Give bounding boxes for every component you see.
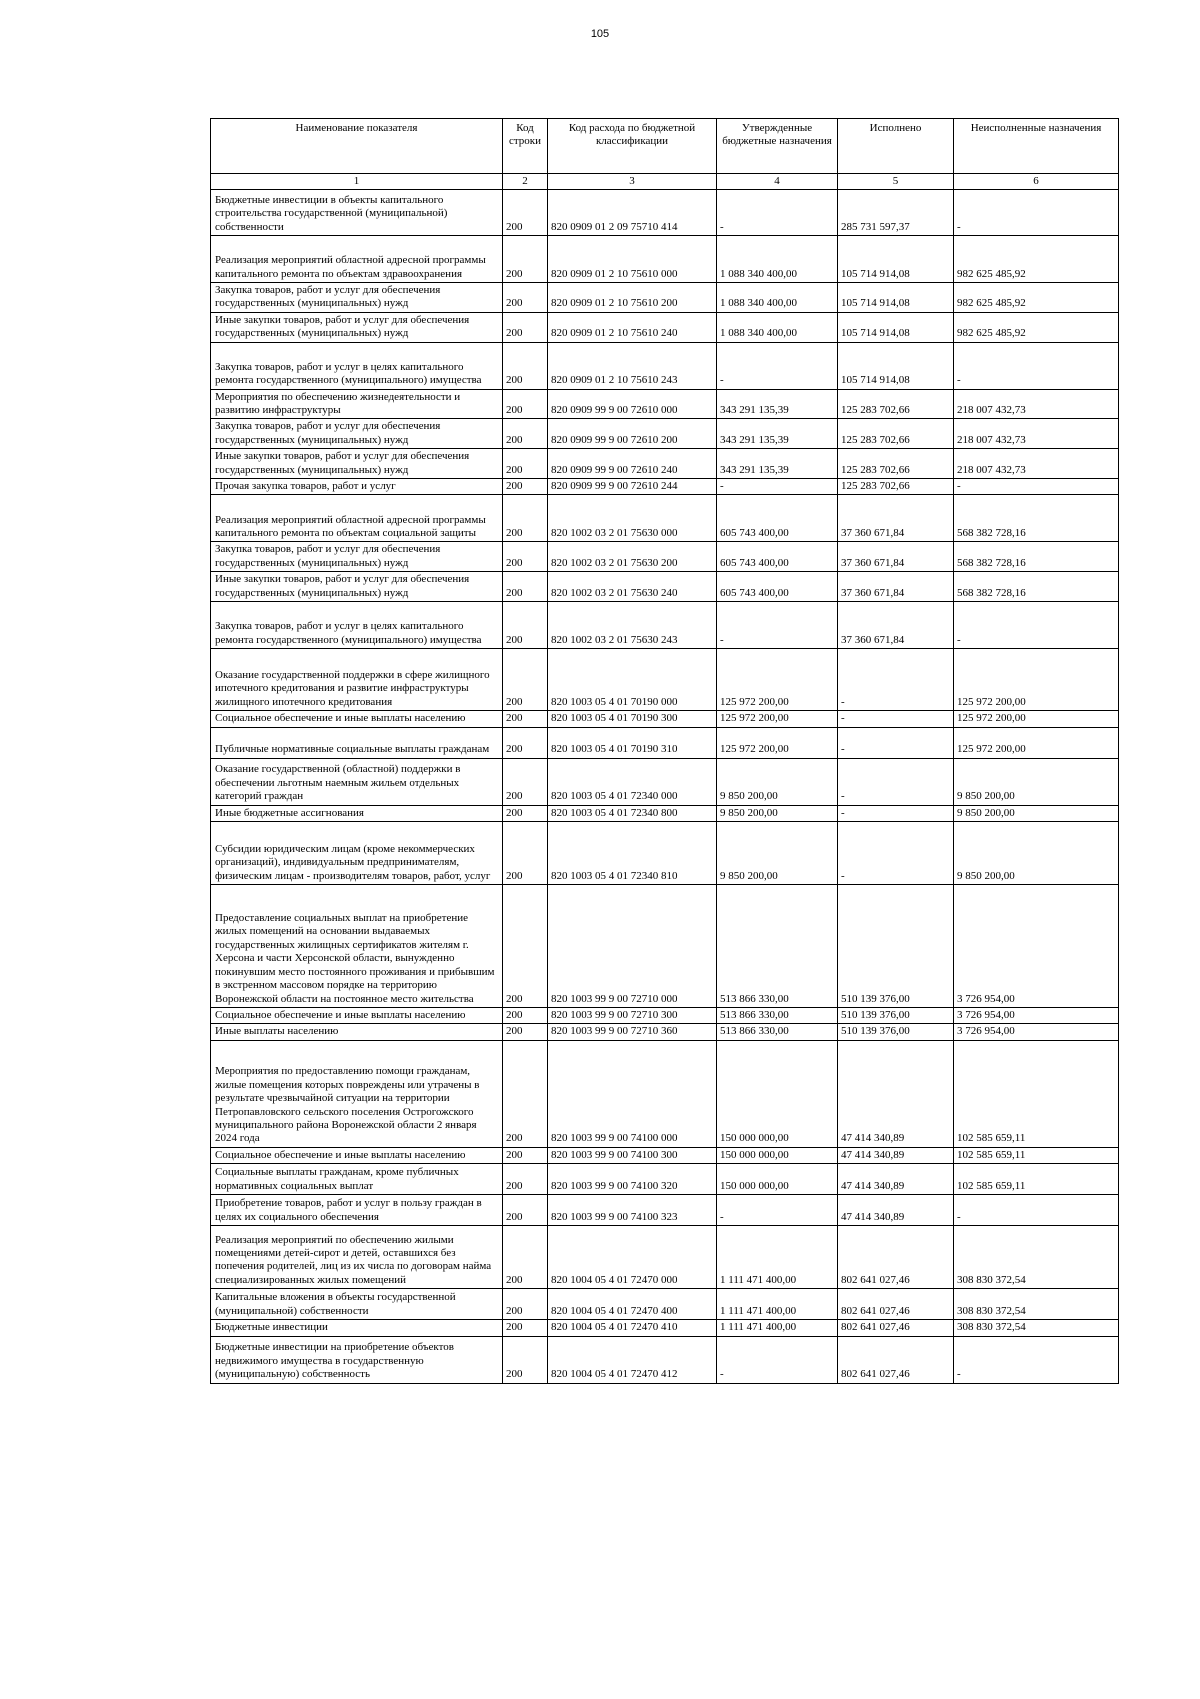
approved-amount-cell: 513 866 330,00 — [717, 1024, 838, 1040]
table-row — [211, 572, 1119, 602]
indicator-name-cell: Бюджетные инвестиции на приобретение объектов недвижимого имущества в государственную (муниципальную) собственность — [211, 1336, 503, 1383]
unexecuted-amount-cell: 102 585 659,11 — [954, 1164, 1119, 1195]
header-line-code: Код строки — [503, 119, 548, 174]
executed-amount-cell: 105 714 914,08 — [838, 236, 954, 283]
executed-amount-cell: 125 283 702,66 — [838, 389, 954, 419]
column-number: 2 — [503, 174, 548, 190]
expense-code-cell: 820 0909 01 2 09 75710 414 — [548, 190, 717, 236]
executed-amount-cell: - — [838, 649, 954, 711]
column-number: 6 — [954, 174, 1119, 190]
expense-code-cell: 820 1003 05 4 01 72340 810 — [548, 821, 717, 884]
unexecuted-amount-cell: 9 850 200,00 — [954, 821, 1119, 884]
approved-amount-cell: 1 088 340 400,00 — [717, 236, 838, 283]
expense-code-cell: 820 1002 03 2 01 75630 000 — [548, 495, 717, 542]
header-indicator-name: Наименование показателя — [211, 119, 503, 174]
budget-execution-table — [210, 118, 1119, 1384]
indicator-name-cell: Иные закупки товаров, работ и услуг для обеспечения государственных (муниципальных) нужд — [211, 449, 503, 479]
table-row — [211, 1147, 1119, 1163]
unexecuted-amount-cell: 125 972 200,00 — [954, 727, 1119, 758]
executed-amount-cell: 510 139 376,00 — [838, 884, 954, 1007]
executed-amount-cell: 125 283 702,66 — [838, 479, 954, 495]
executed-amount-cell: 47 414 340,89 — [838, 1147, 954, 1163]
line-code-cell: 200 — [503, 236, 548, 283]
expense-code-cell: 820 0909 99 9 00 72610 200 — [548, 419, 717, 449]
executed-amount-cell: 802 641 027,46 — [838, 1226, 954, 1289]
line-code-cell: 200 — [503, 1007, 548, 1023]
indicator-name-cell: Публичные нормативные социальные выплаты гражданам — [211, 727, 503, 758]
executed-amount-cell: - — [838, 805, 954, 821]
unexecuted-amount-cell: 308 830 372,54 — [954, 1320, 1119, 1336]
unexecuted-amount-cell: - — [954, 1336, 1119, 1383]
approved-amount-cell: - — [717, 1336, 838, 1383]
expense-code-cell: 820 1003 99 9 00 72710 360 — [548, 1024, 717, 1040]
header-unexecuted: Неисполненные назначения — [954, 119, 1119, 174]
indicator-name-cell: Иные закупки товаров, работ и услуг для обеспечения государственных (муниципальных) нужд — [211, 572, 503, 602]
expense-code-cell: 820 1003 05 4 01 70190 300 — [548, 711, 717, 727]
table-body — [211, 174, 1119, 1384]
unexecuted-amount-cell: - — [954, 190, 1119, 236]
approved-amount-cell: 150 000 000,00 — [717, 1164, 838, 1195]
approved-amount-cell: 9 850 200,00 — [717, 758, 838, 805]
expense-code-cell: 820 1004 05 4 01 72470 000 — [548, 1226, 717, 1289]
executed-amount-cell: - — [838, 758, 954, 805]
line-code-cell: 200 — [503, 542, 548, 572]
executed-amount-cell: 37 360 671,84 — [838, 495, 954, 542]
executed-amount-cell: 47 414 340,89 — [838, 1195, 954, 1226]
indicator-name-cell: Реализация мероприятий по обеспечению жилыми помещениями детей-сирот и детей, оставшихся без попечения родителей, лиц из их числа по договорам найма специализированных жилых помещений — [211, 1226, 503, 1289]
line-code-cell: 200 — [503, 495, 548, 542]
indicator-name-cell: Социальные выплаты гражданам, кроме публичных нормативных социальных выплат — [211, 1164, 503, 1195]
expense-code-cell: 820 0909 01 2 10 75610 000 — [548, 236, 717, 283]
approved-amount-cell: 605 743 400,00 — [717, 542, 838, 572]
expense-code-cell: 820 1004 05 4 01 72470 400 — [548, 1289, 717, 1320]
table-row — [211, 495, 1119, 542]
unexecuted-amount-cell: 102 585 659,11 — [954, 1040, 1119, 1147]
unexecuted-amount-cell: 218 007 432,73 — [954, 419, 1119, 449]
executed-amount-cell: 125 283 702,66 — [838, 449, 954, 479]
approved-amount-cell: 1 088 340 400,00 — [717, 283, 838, 313]
line-code-cell: 200 — [503, 805, 548, 821]
expense-code-cell: 820 1003 99 9 00 74100 300 — [548, 1147, 717, 1163]
table-row — [211, 602, 1119, 649]
expense-code-cell: 820 1002 03 2 01 75630 240 — [548, 572, 717, 602]
indicator-name-cell: Закупка товаров, работ и услуг для обеспечения государственных (муниципальных) нужд — [211, 283, 503, 313]
approved-amount-cell: 1 088 340 400,00 — [717, 312, 838, 342]
indicator-name-cell: Мероприятия по обеспечению жизнедеятельности и развитию инфраструктуры — [211, 389, 503, 419]
approved-amount-cell: 125 972 200,00 — [717, 649, 838, 711]
table-row — [211, 1164, 1119, 1195]
column-number: 5 — [838, 174, 954, 190]
indicator-name-cell: Социальное обеспечение и иные выплаты населению — [211, 711, 503, 727]
expense-code-cell: 820 1004 05 4 01 72470 410 — [548, 1320, 717, 1336]
unexecuted-amount-cell: 3 726 954,00 — [954, 1007, 1119, 1023]
executed-amount-cell: - — [838, 711, 954, 727]
indicator-name-cell: Капитальные вложения в объекты государственной (муниципальной) собственности — [211, 1289, 503, 1320]
line-code-cell: 200 — [503, 758, 548, 805]
approved-amount-cell: 513 866 330,00 — [717, 884, 838, 1007]
executed-amount-cell: 37 360 671,84 — [838, 572, 954, 602]
line-code-cell: 200 — [503, 1336, 548, 1383]
unexecuted-amount-cell: 568 382 728,16 — [954, 542, 1119, 572]
line-code-cell: 200 — [503, 1164, 548, 1195]
table-row — [211, 542, 1119, 572]
header-executed: Исполнено — [838, 119, 954, 174]
indicator-name-cell: Закупка товаров, работ и услуг для обеспечения государственных (муниципальных) нужд — [211, 419, 503, 449]
expense-code-cell: 820 0909 99 9 00 72610 244 — [548, 479, 717, 495]
approved-amount-cell: 125 972 200,00 — [717, 711, 838, 727]
executed-amount-cell: 37 360 671,84 — [838, 602, 954, 649]
approved-amount-cell: - — [717, 190, 838, 236]
approved-amount-cell: 9 850 200,00 — [717, 805, 838, 821]
expense-code-cell: 820 1003 99 9 00 72710 000 — [548, 884, 717, 1007]
approved-amount-cell: 1 111 471 400,00 — [717, 1226, 838, 1289]
expense-code-cell: 820 1003 99 9 00 74100 000 — [548, 1040, 717, 1147]
table-row — [211, 389, 1119, 419]
approved-amount-cell: 150 000 000,00 — [717, 1147, 838, 1163]
indicator-name-cell: Закупка товаров, работ и услуг в целях капитального ремонта государственного (муниципального) имущества — [211, 342, 503, 389]
line-code-cell: 200 — [503, 283, 548, 313]
executed-amount-cell: 125 283 702,66 — [838, 419, 954, 449]
executed-amount-cell: 47 414 340,89 — [838, 1040, 954, 1147]
expense-code-cell: 820 1003 05 4 01 72340 800 — [548, 805, 717, 821]
approved-amount-cell: - — [717, 342, 838, 389]
column-number: 1 — [211, 174, 503, 190]
line-code-cell: 200 — [503, 190, 548, 236]
column-number: 3 — [548, 174, 717, 190]
indicator-name-cell: Субсидии юридическим лицам (кроме некоммерческих организаций), индивидуальным предпринимателям, физическим лицам - производителям товаров, работ, услуг — [211, 821, 503, 884]
header-approved: Утвержденные бюджетные назначения — [717, 119, 838, 174]
executed-amount-cell: - — [838, 727, 954, 758]
approved-amount-cell: 605 743 400,00 — [717, 495, 838, 542]
unexecuted-amount-cell: - — [954, 479, 1119, 495]
unexecuted-amount-cell: 3 726 954,00 — [954, 884, 1119, 1007]
executed-amount-cell: 802 641 027,46 — [838, 1289, 954, 1320]
executed-amount-cell: 802 641 027,46 — [838, 1320, 954, 1336]
indicator-name-cell: Оказание государственной поддержки в сфере жилищного ипотечного кредитования и развитие инфраструктуры жилищного ипотечного кредитования — [211, 649, 503, 711]
line-code-cell: 200 — [503, 389, 548, 419]
table-row — [211, 1320, 1119, 1336]
unexecuted-amount-cell: 9 850 200,00 — [954, 758, 1119, 805]
indicator-name-cell: Иные закупки товаров, работ и услуг для обеспечения государственных (муниципальных) нужд — [211, 312, 503, 342]
line-code-cell: 200 — [503, 1226, 548, 1289]
approved-amount-cell: - — [717, 602, 838, 649]
expense-code-cell: 820 1003 99 9 00 74100 323 — [548, 1195, 717, 1226]
unexecuted-amount-cell: 102 585 659,11 — [954, 1147, 1119, 1163]
executed-amount-cell: - — [838, 821, 954, 884]
unexecuted-amount-cell: 3 726 954,00 — [954, 1024, 1119, 1040]
approved-amount-cell: 9 850 200,00 — [717, 821, 838, 884]
indicator-name-cell: Мероприятия по предоставлению помощи гражданам, жилые помещения которых повреждены или утрачены в результате чрезвычайной ситуации на территории Петропавловского сельского поселения Острогожского муниципального района Воронежской области 2 января 2024 года — [211, 1040, 503, 1147]
approved-amount-cell: - — [717, 1195, 838, 1226]
line-code-cell: 200 — [503, 479, 548, 495]
approved-amount-cell: 343 291 135,39 — [717, 449, 838, 479]
table-row — [211, 805, 1119, 821]
table-row — [211, 711, 1119, 727]
table-row — [211, 283, 1119, 313]
indicator-name-cell: Приобретение товаров, работ и услуг в пользу граждан в целях их социального обеспечения — [211, 1195, 503, 1226]
indicator-name-cell: Социальное обеспечение и иные выплаты населению — [211, 1147, 503, 1163]
indicator-name-cell: Реализация мероприятий областной адресной программы капитального ремонта по объектам социальной защиты — [211, 495, 503, 542]
column-numbers-row — [211, 174, 1119, 190]
table-header — [211, 119, 1119, 174]
expense-code-cell: 820 1002 03 2 01 75630 243 — [548, 602, 717, 649]
executed-amount-cell: 105 714 914,08 — [838, 283, 954, 313]
unexecuted-amount-cell: 125 972 200,00 — [954, 711, 1119, 727]
approved-amount-cell: 1 111 471 400,00 — [717, 1320, 838, 1336]
unexecuted-amount-cell: 125 972 200,00 — [954, 649, 1119, 711]
approved-amount-cell: - — [717, 479, 838, 495]
line-code-cell: 200 — [503, 1195, 548, 1226]
line-code-cell: 200 — [503, 649, 548, 711]
unexecuted-amount-cell: - — [954, 342, 1119, 389]
line-code-cell: 200 — [503, 419, 548, 449]
table-row — [211, 1226, 1119, 1289]
approved-amount-cell: 605 743 400,00 — [717, 572, 838, 602]
expense-code-cell: 820 1003 05 4 01 70190 310 — [548, 727, 717, 758]
table-row — [211, 479, 1119, 495]
page-number: 105 — [590, 28, 610, 40]
indicator-name-cell: Иные бюджетные ассигнования — [211, 805, 503, 821]
line-code-cell: 200 — [503, 1147, 548, 1163]
line-code-cell: 200 — [503, 884, 548, 1007]
line-code-cell: 200 — [503, 602, 548, 649]
table-row — [211, 758, 1119, 805]
line-code-cell: 200 — [503, 312, 548, 342]
line-code-cell: 200 — [503, 449, 548, 479]
approved-amount-cell: 343 291 135,39 — [717, 419, 838, 449]
indicator-name-cell: Реализация мероприятий областной адресной программы капитального ремонта по объектам здравоохранения — [211, 236, 503, 283]
table-row — [211, 419, 1119, 449]
table-row — [211, 884, 1119, 1007]
expense-code-cell: 820 0909 01 2 10 75610 200 — [548, 283, 717, 313]
table-row — [211, 236, 1119, 283]
line-code-cell: 200 — [503, 711, 548, 727]
executed-amount-cell: 105 714 914,08 — [838, 342, 954, 389]
approved-amount-cell: 513 866 330,00 — [717, 1007, 838, 1023]
unexecuted-amount-cell: 568 382 728,16 — [954, 495, 1119, 542]
unexecuted-amount-cell: 982 625 485,92 — [954, 283, 1119, 313]
expense-code-cell: 820 0909 01 2 10 75610 243 — [548, 342, 717, 389]
line-code-cell: 200 — [503, 572, 548, 602]
indicator-name-cell: Оказание государственной (областной) поддержки в обеспечении льготным наемным жильем отдельных категорий граждан — [211, 758, 503, 805]
indicator-name-cell: Бюджетные инвестиции в объекты капитального строительства государственной (муниципальной) собственности — [211, 190, 503, 236]
expense-code-cell: 820 0909 99 9 00 72610 240 — [548, 449, 717, 479]
indicator-name-cell: Предоставление социальных выплат на приобретение жилых помещений на основании выдаваемых государственных жилищных сертификатов жителям г. Херсона и части Херсонской области, вынужденно покинувшим место постоянного проживания и прибывшим в экстренном массовом порядке на территорию Воронежской области на постоянное место жительства — [211, 884, 503, 1007]
unexecuted-amount-cell: 218 007 432,73 — [954, 449, 1119, 479]
approved-amount-cell: 343 291 135,39 — [717, 389, 838, 419]
line-code-cell: 200 — [503, 821, 548, 884]
table-row — [211, 1007, 1119, 1023]
executed-amount-cell: 510 139 376,00 — [838, 1007, 954, 1023]
line-code-cell: 200 — [503, 342, 548, 389]
expense-code-cell: 820 1002 03 2 01 75630 200 — [548, 542, 717, 572]
unexecuted-amount-cell: - — [954, 1195, 1119, 1226]
table-row — [211, 190, 1119, 236]
table-row — [211, 1024, 1119, 1040]
indicator-name-cell: Закупка товаров, работ и услуг в целях капитального ремонта государственного (муниципального) имущества — [211, 602, 503, 649]
executed-amount-cell: 510 139 376,00 — [838, 1024, 954, 1040]
executed-amount-cell: 802 641 027,46 — [838, 1336, 954, 1383]
table-row — [211, 1195, 1119, 1226]
expense-code-cell: 820 1003 99 9 00 72710 300 — [548, 1007, 717, 1023]
column-number: 4 — [717, 174, 838, 190]
expense-code-cell: 820 1003 05 4 01 70190 000 — [548, 649, 717, 711]
table-row — [211, 1336, 1119, 1383]
header-expense-code: Код расхода по бюджетной классификации — [548, 119, 717, 174]
executed-amount-cell: 37 360 671,84 — [838, 542, 954, 572]
expense-code-cell: 820 1003 05 4 01 72340 000 — [548, 758, 717, 805]
executed-amount-cell: 285 731 597,37 — [838, 190, 954, 236]
approved-amount-cell: 1 111 471 400,00 — [717, 1289, 838, 1320]
table-row — [211, 1040, 1119, 1147]
line-code-cell: 200 — [503, 727, 548, 758]
table-row — [211, 649, 1119, 711]
table-row — [211, 727, 1119, 758]
unexecuted-amount-cell: 308 830 372,54 — [954, 1226, 1119, 1289]
table-row — [211, 821, 1119, 884]
unexecuted-amount-cell: - — [954, 602, 1119, 649]
unexecuted-amount-cell: 568 382 728,16 — [954, 572, 1119, 602]
expense-code-cell: 820 0909 99 9 00 72610 000 — [548, 389, 717, 419]
table-row — [211, 312, 1119, 342]
table-row — [211, 342, 1119, 389]
line-code-cell: 200 — [503, 1289, 548, 1320]
unexecuted-amount-cell: 982 625 485,92 — [954, 312, 1119, 342]
unexecuted-amount-cell: 9 850 200,00 — [954, 805, 1119, 821]
unexecuted-amount-cell: 308 830 372,54 — [954, 1289, 1119, 1320]
executed-amount-cell: 47 414 340,89 — [838, 1164, 954, 1195]
line-code-cell: 200 — [503, 1024, 548, 1040]
approved-amount-cell: 150 000 000,00 — [717, 1040, 838, 1147]
indicator-name-cell: Бюджетные инвестиции — [211, 1320, 503, 1336]
executed-amount-cell: 105 714 914,08 — [838, 312, 954, 342]
approved-amount-cell: 125 972 200,00 — [717, 727, 838, 758]
line-code-cell: 200 — [503, 1320, 548, 1336]
expense-code-cell: 820 1004 05 4 01 72470 412 — [548, 1336, 717, 1383]
table-row — [211, 449, 1119, 479]
line-code-cell: 200 — [503, 1040, 548, 1147]
table-row — [211, 1289, 1119, 1320]
indicator-name-cell: Социальное обеспечение и иные выплаты населению — [211, 1007, 503, 1023]
unexecuted-amount-cell: 218 007 432,73 — [954, 389, 1119, 419]
unexecuted-amount-cell: 982 625 485,92 — [954, 236, 1119, 283]
expense-code-cell: 820 0909 01 2 10 75610 240 — [548, 312, 717, 342]
expense-code-cell: 820 1003 99 9 00 74100 320 — [548, 1164, 717, 1195]
indicator-name-cell: Закупка товаров, работ и услуг для обеспечения государственных (муниципальных) нужд — [211, 542, 503, 572]
indicator-name-cell: Прочая закупка товаров, работ и услуг — [211, 479, 503, 495]
indicator-name-cell: Иные выплаты населению — [211, 1024, 503, 1040]
